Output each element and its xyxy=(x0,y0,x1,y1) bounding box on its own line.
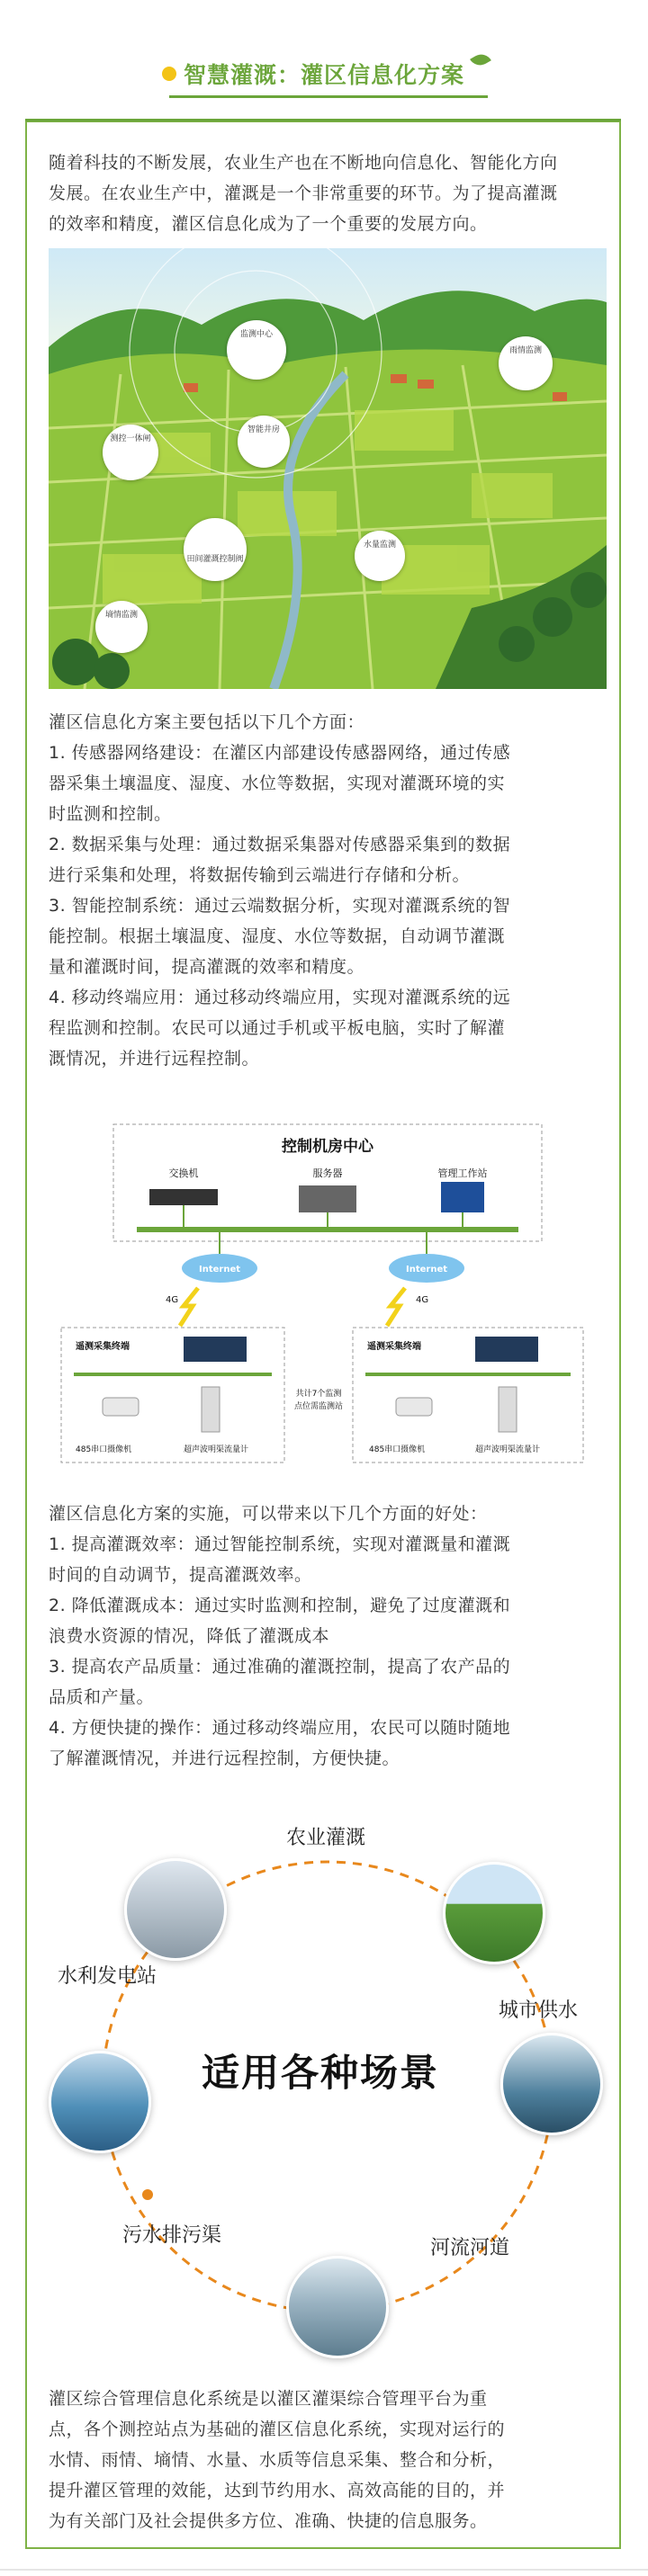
section3-line: 为有关部门及社会提供多方位、准确、快捷的信息服务。 xyxy=(49,2511,488,2531)
leaf-icon xyxy=(470,50,491,69)
moisture-label: 墒情监测 xyxy=(104,611,138,620)
title-underline xyxy=(169,95,488,98)
scene-city-label: 城市供水 xyxy=(499,1999,579,2022)
section1-paragraph xyxy=(49,707,607,1074)
4g-label-right: 4G xyxy=(416,1295,429,1305)
section1-line: 3. 智能控制系统：通过云端数据分析，实现对灌溉系统的智 xyxy=(49,896,511,916)
terminal-device-right-icon xyxy=(475,1337,538,1362)
bottom-rule xyxy=(0,2569,648,2571)
scenes-center-title: 适用各种场景 xyxy=(202,2051,440,2095)
section2-line: 1. 提高灌溉效率：通过智能控制系统，实现对灌溉量和灌溉 xyxy=(49,1534,511,1554)
section2-line: 了解灌溉情况，并进行远程控制，方便快捷。 xyxy=(49,1749,400,1768)
intro-line: 随着科技的不断发展，农业生产也在不断地向信息化、智能化方向 xyxy=(49,153,558,173)
section1-line: 进行采集和处理，将数据传输到云端进行存储和分析。 xyxy=(49,865,471,885)
rain-badge xyxy=(499,336,553,390)
section1-line: 溉情况，并进行远程控制。 xyxy=(49,1049,260,1069)
hydro-station-image xyxy=(124,1858,227,1961)
farm-illustration xyxy=(49,248,607,689)
middle-note-line1: 共计7个监测 xyxy=(295,1390,342,1399)
device-workstation: 管理工作站 xyxy=(437,1167,488,1179)
section3-line: 灌区综合管理信息化系统是以灌区灌渠综合管理平台为重 xyxy=(49,2389,488,2409)
section1-line: 量和灌溉时间，提高灌溉的效率和精度。 xyxy=(49,957,365,977)
network-diagram-svg xyxy=(49,1117,607,1486)
camera-label-left: 485串口摄像机 xyxy=(76,1445,132,1454)
gate-label: 田间灌溉控制阀 xyxy=(186,555,244,564)
flowmeter-left-icon xyxy=(202,1387,220,1432)
flowmeter-label-right: 超声波明渠流量计 xyxy=(475,1445,541,1454)
page-title: 智慧灌溉：灌区信息化方案 xyxy=(184,62,465,88)
4g-label-left: 4G xyxy=(166,1295,179,1305)
lightning-right-icon xyxy=(387,1288,405,1326)
gate-badge xyxy=(184,518,247,581)
smart-well-label: 智能井房 xyxy=(247,425,280,434)
city-supply-image xyxy=(500,2033,603,2135)
scene-river-label: 河流河道 xyxy=(430,2237,510,2259)
well-label: 测控一体闸 xyxy=(110,434,151,443)
moisture-badge xyxy=(95,601,148,653)
section2-line: 3. 提高农产品质量：通过准确的灌溉控制，提高了农产品的 xyxy=(49,1657,511,1677)
network-diagram xyxy=(49,1117,607,1486)
orbit-dot xyxy=(142,2189,153,2200)
network-bus xyxy=(137,1227,518,1232)
scenes-ring xyxy=(49,1817,607,2366)
section1-line: 4. 移动终端应用：通过移动终端应用，实现对灌溉系统的远 xyxy=(49,988,511,1007)
rain-label: 雨情监测 xyxy=(508,346,542,355)
intro-line: 的效率和精度，灌区信息化成为了一个重要的发展方向。 xyxy=(49,214,488,234)
intro-paragraph xyxy=(49,148,607,239)
smart-well-badge xyxy=(238,416,290,468)
camera-label-right: 485串口摄像机 xyxy=(369,1445,426,1454)
water-level-label: 水量监测 xyxy=(363,541,396,550)
flowmeter-right-icon xyxy=(499,1387,517,1432)
monitor-center-badge xyxy=(227,320,286,380)
section2-line: 品质和产量。 xyxy=(49,1687,155,1707)
section1-line: 器采集土壤温度、湿度、水位等数据，实现对灌溉环境的实 xyxy=(49,774,506,793)
terminal-device-left-icon xyxy=(184,1337,247,1362)
device-switch: 交换机 xyxy=(168,1167,199,1179)
monitor-center-label: 监测中心 xyxy=(239,330,273,339)
section2-line: 时间的自动调节，提高灌溉效率。 xyxy=(49,1565,312,1585)
middle-note-line2: 点位需监测站 xyxy=(293,1402,344,1411)
internet-label-left: Internet xyxy=(198,1265,241,1275)
river-image xyxy=(286,2256,389,2358)
section2-line: 灌区信息化方案的实施，可以带来以下几个方面的好处： xyxy=(49,1504,488,1524)
internet-label-right: Internet xyxy=(405,1265,448,1275)
scene-agri-label: 农业灌溉 xyxy=(286,1827,366,1849)
camera-left-icon xyxy=(103,1398,139,1416)
workstation-icon xyxy=(441,1182,484,1212)
scene-hydro-label: 水利发电站 xyxy=(58,1965,158,1988)
section1-line: 灌区信息化方案主要包括以下几个方面： xyxy=(49,712,365,732)
title-dot-icon xyxy=(162,67,176,81)
section2-line: 浪费水资源的情况，降低了灌溉成本 xyxy=(49,1626,330,1646)
switch-icon xyxy=(149,1189,218,1205)
section3-line: 提升灌区管理的效能，达到节约用水、高效高能的目的，并 xyxy=(49,2481,506,2500)
section1-line: 时监测和控制。 xyxy=(49,804,172,824)
section1-line: 1. 传感器网络建设：在灌区内部建设传感器网络，通过传感 xyxy=(49,743,511,763)
terminal-title-right: 遥测采集终端 xyxy=(367,1342,421,1352)
flowmeter-label-left: 超声波明渠流量计 xyxy=(184,1445,249,1454)
scene-sewage-label: 污水排污渠 xyxy=(122,2224,222,2247)
agri-irrigation-image xyxy=(443,1862,545,1964)
section1-line: 2. 数据采集与处理：通过数据采集器对传感器采集到的数据 xyxy=(49,835,511,854)
section3-line: 点，各个测控站点为基础的灌区信息化系统，实现对运行的 xyxy=(49,2419,506,2439)
section3-paragraph xyxy=(49,2384,607,2536)
camera-right-icon xyxy=(396,1398,432,1416)
intro-line: 发展。在农业生产中，灌溉是一个非常重要的环节。为了提高灌溉 xyxy=(49,183,558,203)
well-badge xyxy=(103,425,158,480)
device-server: 服务器 xyxy=(312,1167,343,1179)
section1-line: 能控制。根据土壤温度、湿度、水位等数据，自动调节灌溉 xyxy=(49,926,506,946)
terminal-title-left: 遥测采集终端 xyxy=(76,1342,130,1352)
card-top-accent xyxy=(25,119,621,121)
lightning-left-icon xyxy=(180,1288,198,1326)
section3-line: 水情、雨情、墒情、水量、水质等信息采集、整合和分析， xyxy=(49,2450,506,2470)
server-icon xyxy=(299,1185,356,1212)
sewage-image xyxy=(49,2051,151,2153)
water-level-badge xyxy=(355,531,405,581)
section2-line: 2. 降低灌溉成本：通过实时监测和控制，避免了过度灌溉和 xyxy=(49,1596,511,1615)
article-header xyxy=(0,0,648,110)
section1-line: 程监测和控制。农民可以通过手机或平板电脑，实时了解灌 xyxy=(49,1018,506,1038)
center-title: 控制机房中心 xyxy=(282,1138,374,1156)
section2-paragraph xyxy=(49,1498,607,1774)
section2-line: 4. 方便快捷的操作：通过移动终端应用，农民可以随时随地 xyxy=(49,1718,511,1738)
